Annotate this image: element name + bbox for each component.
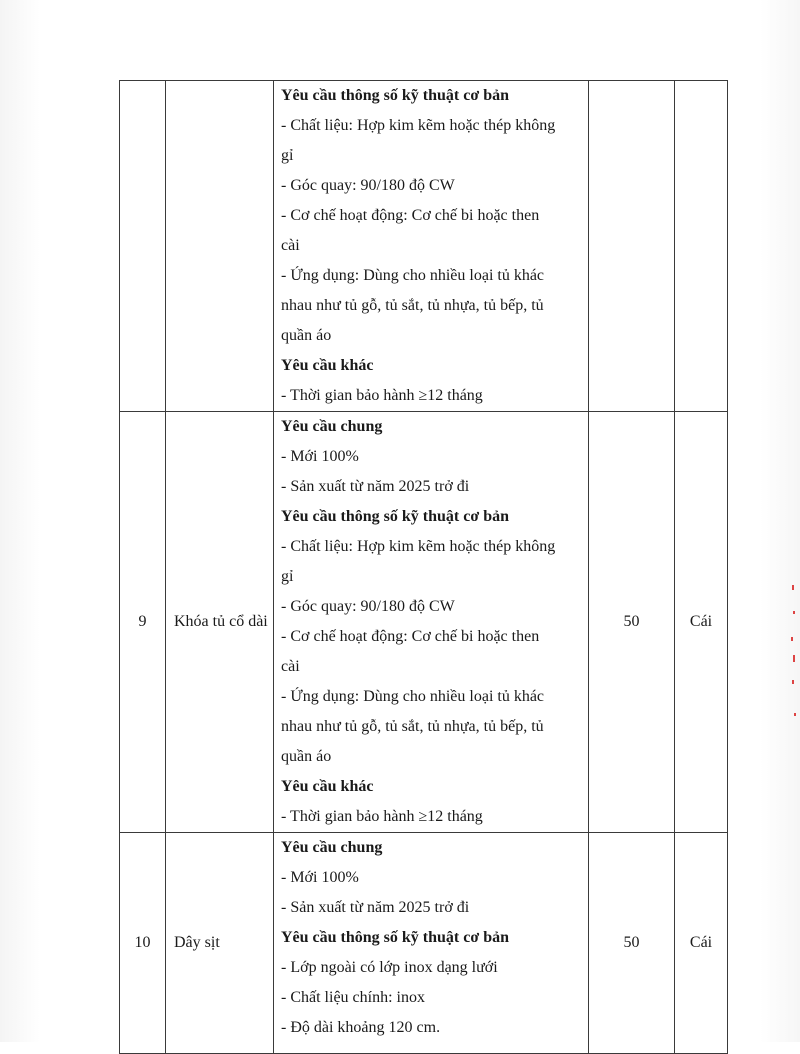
spec-line: - Độ dài khoảng 120 cm. xyxy=(281,1019,441,1036)
spec-line: quần áo xyxy=(281,327,332,344)
table-row xyxy=(120,833,728,1054)
quantity-cell: 50 xyxy=(589,833,675,1054)
table-row xyxy=(120,412,728,833)
spec-line: nhau như tủ gỗ, tủ sắt, tủ nhựa, tủ bếp, tủ xyxy=(281,297,544,314)
spec-line: - Thời gian bảo hành ≥12 tháng xyxy=(281,808,483,825)
item-name-cell: Dây sịt xyxy=(166,833,274,1054)
spec-line: quần áo xyxy=(281,748,332,765)
spec-line: - Mới 100% xyxy=(281,869,359,886)
specification-table xyxy=(119,80,728,1054)
spec-line: - Góc quay: 90/180 độ CW xyxy=(281,177,455,194)
spec-line: cài xyxy=(281,237,300,254)
spec-line: gỉ xyxy=(281,568,294,585)
spec-heading: Yêu cầu thông số kỹ thuật cơ bản xyxy=(281,87,510,104)
spec-line: - Lớp ngoài có lớp inox dạng lưới xyxy=(281,959,498,976)
spec-line: - Mới 100% xyxy=(281,448,359,465)
spec-line: - Chất liệu: Hợp kim kẽm hoặc thép không xyxy=(281,538,556,555)
spec-line: - Sản xuất từ năm 2025 trở đi xyxy=(281,899,470,916)
spec-heading: Yêu cầu chung xyxy=(281,418,383,435)
spec-line: - Cơ chế hoạt động: Cơ chế bi hoặc then xyxy=(281,628,540,645)
spec-line: nhau như tủ gỗ, tủ sắt, tủ nhựa, tủ bếp, tủ xyxy=(281,718,544,735)
spec-heading: Yêu cầu khác xyxy=(281,357,374,374)
spec-line: - Ứng dụng: Dùng cho nhiều loại tủ khác xyxy=(281,267,545,284)
quantity-cell: 50 xyxy=(589,412,675,833)
spec-line: - Sản xuất từ năm 2025 trở đi xyxy=(281,478,470,495)
table-row xyxy=(120,81,728,412)
spec-description-cell xyxy=(274,412,589,833)
unit-cell: Cái xyxy=(675,412,728,833)
page-cut-spacer xyxy=(281,1043,582,1053)
spec-line: - Chất liệu chính: inox xyxy=(281,989,425,1006)
margin-stamp-marks xyxy=(790,585,798,725)
item-name-cell: Khóa tủ cổ dài xyxy=(166,412,274,833)
row-number-cell xyxy=(120,81,166,412)
spec-line: gỉ xyxy=(281,147,294,164)
item-name-cell xyxy=(166,81,274,412)
spec-heading: Yêu cầu chung xyxy=(281,839,383,856)
spec-line: - Góc quay: 90/180 độ CW xyxy=(281,598,455,615)
unit-cell: Cái xyxy=(675,833,728,1054)
spec-heading: Yêu cầu thông số kỹ thuật cơ bản xyxy=(281,508,510,525)
spec-description-cell xyxy=(274,833,589,1054)
spec-line: - Chất liệu: Hợp kim kẽm hoặc thép không xyxy=(281,117,556,134)
row-number-cell: 9 xyxy=(120,412,166,833)
spec-heading: Yêu cầu thông số kỹ thuật cơ bản xyxy=(281,929,510,946)
spec-description-cell xyxy=(274,81,589,412)
spec-heading: Yêu cầu khác xyxy=(281,778,374,795)
quantity-cell xyxy=(589,81,675,412)
unit-cell xyxy=(675,81,728,412)
spec-line: - Thời gian bảo hành ≥12 tháng xyxy=(281,387,483,404)
spec-line: - Ứng dụng: Dùng cho nhiều loại tủ khác xyxy=(281,688,545,705)
row-number-cell: 10 xyxy=(120,833,166,1054)
spec-line: cài xyxy=(281,658,300,675)
spec-line: - Cơ chế hoạt động: Cơ chế bi hoặc then xyxy=(281,207,540,224)
